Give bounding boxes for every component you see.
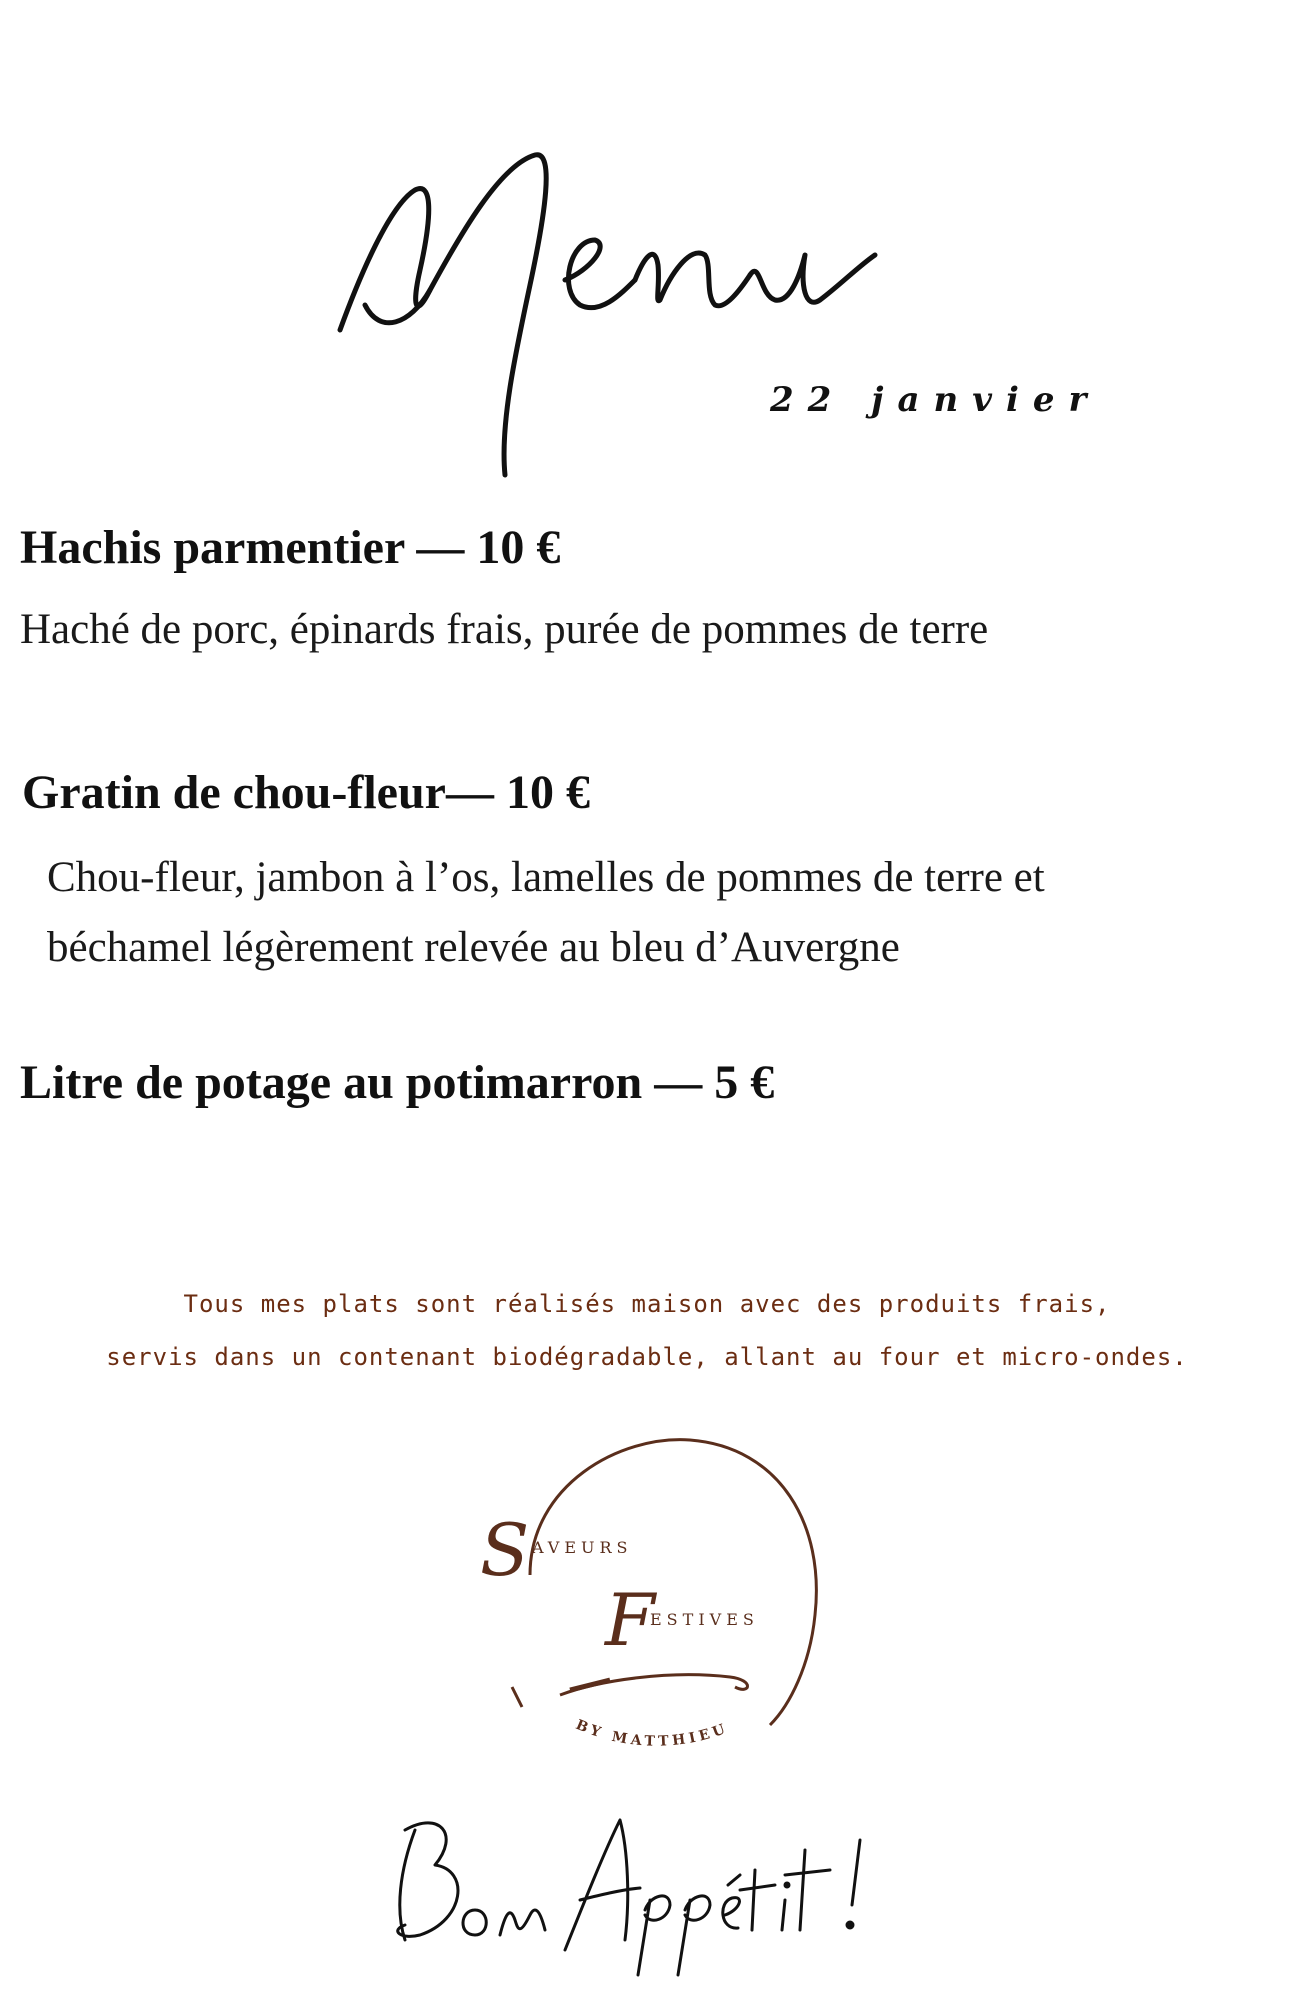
saveurs-festives-logo — [470, 1425, 850, 1785]
note-line-2: servis dans un contenant biodégradable, allant au four et micro-ondes. — [106, 1343, 1188, 1371]
dish-name-gratin: Gratin de chou-fleur— 10 € — [22, 766, 590, 819]
menu-date: 22 janvier — [770, 380, 1101, 420]
note-line-1: Tous mes plats sont réalisés maison avec des produits frais, — [183, 1290, 1111, 1318]
dish-name-potage: Litre de potage au potimarron — 5 € — [20, 1056, 775, 1109]
dish-description-hachis: Haché de porc, épinards frais, purée de pommes de terre — [20, 606, 989, 653]
dish-description-gratin-line2: béchamel légèrement relevée au bleu d’Auvergne — [47, 924, 900, 971]
logo-initial-s: S — [480, 1508, 530, 1592]
svg-text:BY MATTHIEU — [573, 1717, 731, 1750]
logo-word-saveurs: AVEURS — [532, 1538, 633, 1557]
dish-name-hachis: Hachis parmentier — 10 € — [20, 521, 561, 574]
menu-title-script — [320, 95, 960, 495]
bon-appetit-script — [380, 1790, 900, 1980]
dish-description-gratin-line1: Chou-fleur, jambon à l’os, lamelles de pommes de terre et — [47, 854, 1045, 901]
logo-byline: BY MATTHIEU — [573, 1716, 732, 1750]
logo-initial-f: F — [605, 1578, 655, 1662]
logo-word-festives: ESTIVES — [650, 1610, 759, 1629]
